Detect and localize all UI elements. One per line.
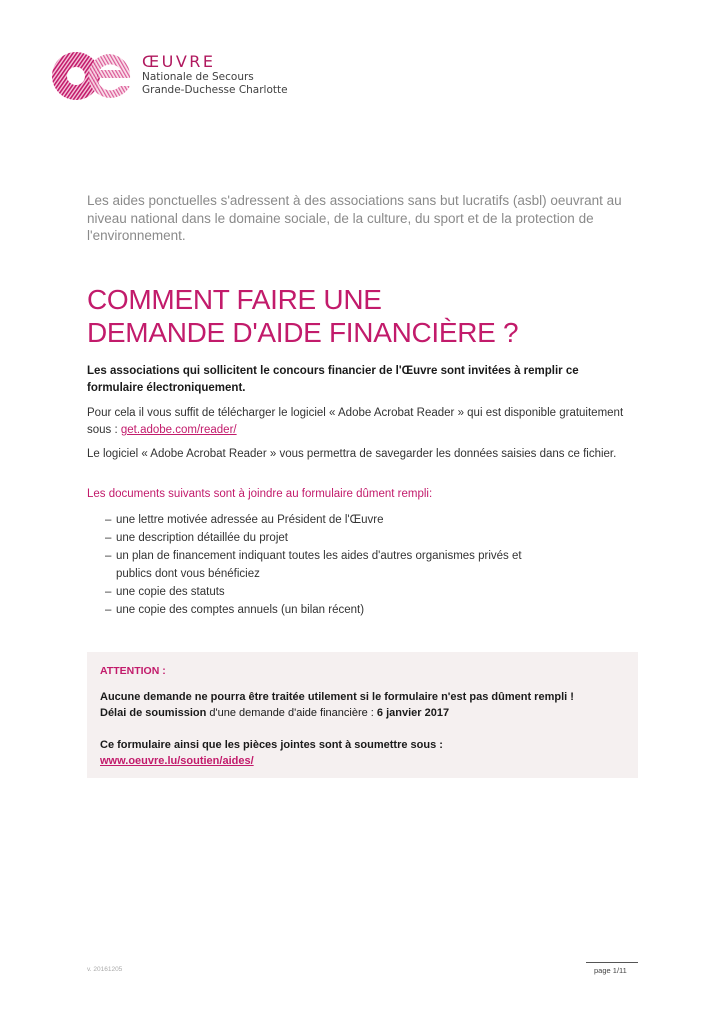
list-item: – un plan de financement indiquant toutes les aides d'autres organismes privés et publics dont vous bénéficiez	[105, 547, 525, 583]
dash-bullet: –	[105, 586, 112, 598]
page-number: page 1/11	[594, 966, 627, 975]
page-title	[87, 283, 647, 349]
page-title-line-2: DEMANDE D'AIDE FINANCIÈRE ?	[87, 317, 519, 348]
attention-box	[87, 652, 638, 778]
version-label: v. 20161205	[87, 966, 123, 973]
page-title-line-1: COMMENT FAIRE UNE	[87, 284, 382, 315]
dash-bullet: –	[105, 532, 112, 544]
warning-text: Aucune demande ne pourra être traitée utilement si le formulaire n'est pas dûment rempli !	[100, 691, 574, 703]
org-line-1: Nationale de Secours	[142, 71, 254, 83]
list-item: – une lettre motivée adressée au Président de l'Œuvre	[105, 511, 525, 529]
attention-label: ATTENTION :	[100, 665, 166, 677]
list-item: – une description détaillée du projet	[105, 529, 525, 547]
footer-divider	[586, 962, 638, 963]
org-line-2: Grande-Duchesse Charlotte	[142, 83, 288, 96]
dash-bullet: –	[105, 604, 112, 616]
documents-heading: Les documents suivants sont à joindre au formulaire dûment rempli:	[87, 488, 433, 500]
submit-link[interactable]: www.oeuvre.lu/soutien/aides/	[100, 755, 254, 767]
submit-link-line	[100, 753, 254, 769]
intro-paragraph: Les aides ponctuelles s'adressent à des associations sans but lucratifs (asbl) oeuvrant au niveau national dans le domaine sociale, de la culture, du sport et de la protection de l'environnement.	[87, 193, 622, 243]
documents-list	[105, 511, 525, 619]
deadline-text: d'une demande d'aide financière :	[206, 707, 377, 719]
download-paragraph	[87, 405, 637, 439]
adobe-reader-link[interactable]: get.adobe.com/reader/	[120, 424, 237, 436]
deadline-date: 6 janvier 2017	[376, 707, 450, 719]
submit-text: Ce formulaire ainsi que les pièces jointes sont à soumettre sous :	[100, 739, 443, 751]
dash-bullet: –	[105, 514, 112, 526]
deadline-line	[100, 705, 449, 721]
save-info-paragraph: Le logiciel « Adobe Acrobat Reader » vous permettra de savegarder les données saisies dans ce fichier.	[87, 448, 617, 460]
dash-bullet: –	[105, 550, 112, 562]
org-title: ŒUVRE	[142, 52, 216, 71]
list-item: – une copie des statuts	[105, 583, 525, 601]
lead-paragraph: Les associations qui sollicitent le concours financier de l'Œuvre sont invitées à remplir ce formulaire électroniquement.	[87, 365, 579, 394]
deadline-label: Délai de soumission	[100, 707, 207, 719]
oe-logo-icon	[50, 48, 134, 104]
organization-name	[142, 53, 288, 96]
download-text: Pour cela il vous suffit de télécharger le logiciel « Adobe Acrobat Reader » qui est disponible gratuitement sous :	[87, 407, 624, 436]
list-item: – une copie des comptes annuels (un bilan récent)	[105, 601, 525, 619]
